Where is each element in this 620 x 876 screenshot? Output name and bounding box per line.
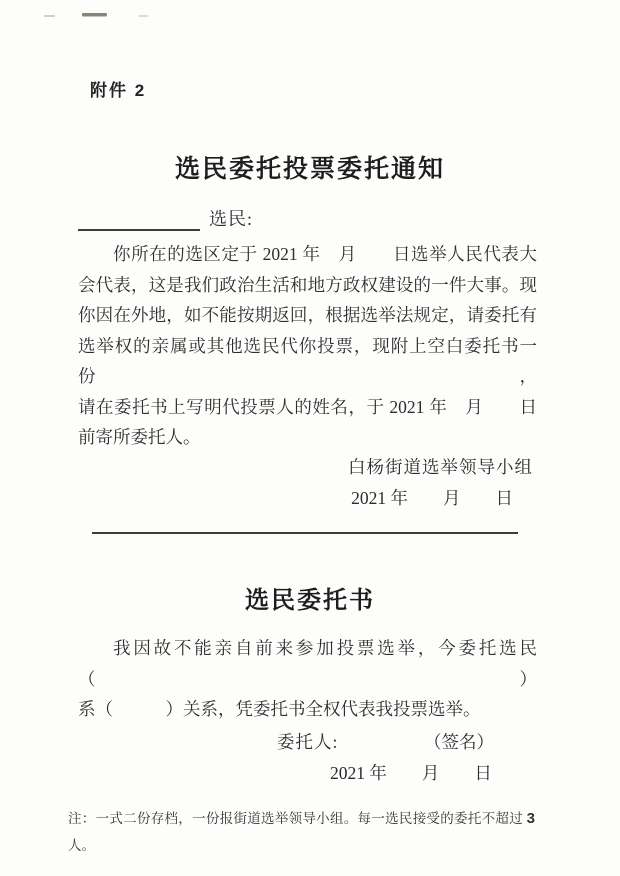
proxy-form-date: 2021 年 月 日 <box>330 763 492 783</box>
voter-name-blank <box>78 210 200 231</box>
proxy-body-line: 系（ ）关系，凭委托书全权代表我投票选举。 <box>78 699 481 719</box>
footer-note-line: 人。 <box>68 838 95 853</box>
section-divider <box>92 532 518 534</box>
scan-artifact-mark <box>44 15 55 17</box>
footer-note <box>68 805 535 859</box>
attachment-label: 附件 2 <box>90 81 147 100</box>
scan-artifact-mark <box>139 15 148 17</box>
proxy-form-title: 选民委托书 <box>245 587 375 614</box>
notice-title: 选民委托投票委托通知 <box>174 155 445 183</box>
scan-artifact-dash <box>82 13 107 16</box>
notice-body <box>78 239 537 453</box>
signature-hint: （签名） <box>424 732 494 752</box>
proxy-form-body <box>78 633 537 725</box>
notice-body-line: 选举权的亲属或其他选民代你投票，现附上空白委托书一份， <box>78 335 537 386</box>
salutation-label: 选民: <box>209 209 254 229</box>
notice-body-line: 请在委托书上写明代投票人的姓名，于 2021 年 月 日 <box>78 396 537 417</box>
notice-body-line: 前寄所委托人。 <box>78 427 201 447</box>
proxy-body-line: 我因故不能亲自前来参加投票选举，今委托选民（ ） <box>78 638 537 689</box>
signature-organization: 白杨街道选举领导小组 <box>348 457 533 477</box>
notice-body-line: 你因在外地，如不能按期返回，根据选举法规定，请委托有 <box>78 305 537 325</box>
footer-note-line <box>68 805 535 832</box>
consignor-label: 委托人: <box>277 732 339 752</box>
footer-note-text: 注：一式二份存档，一份报街道选举领导小组。每一选民接受的委托不超过 <box>68 811 523 826</box>
salutation-line <box>78 205 253 231</box>
footer-note-number: 3 <box>526 810 536 827</box>
notice-body-line: 你所在的选区定于 2021 年 月 日选举人民代表大 <box>113 244 537 264</box>
notice-body-line: 会代表，这是我们政治生活和地方政权建设的一件大事。现 <box>78 274 537 295</box>
signature-date: 2021 年 月 日 <box>351 488 513 508</box>
